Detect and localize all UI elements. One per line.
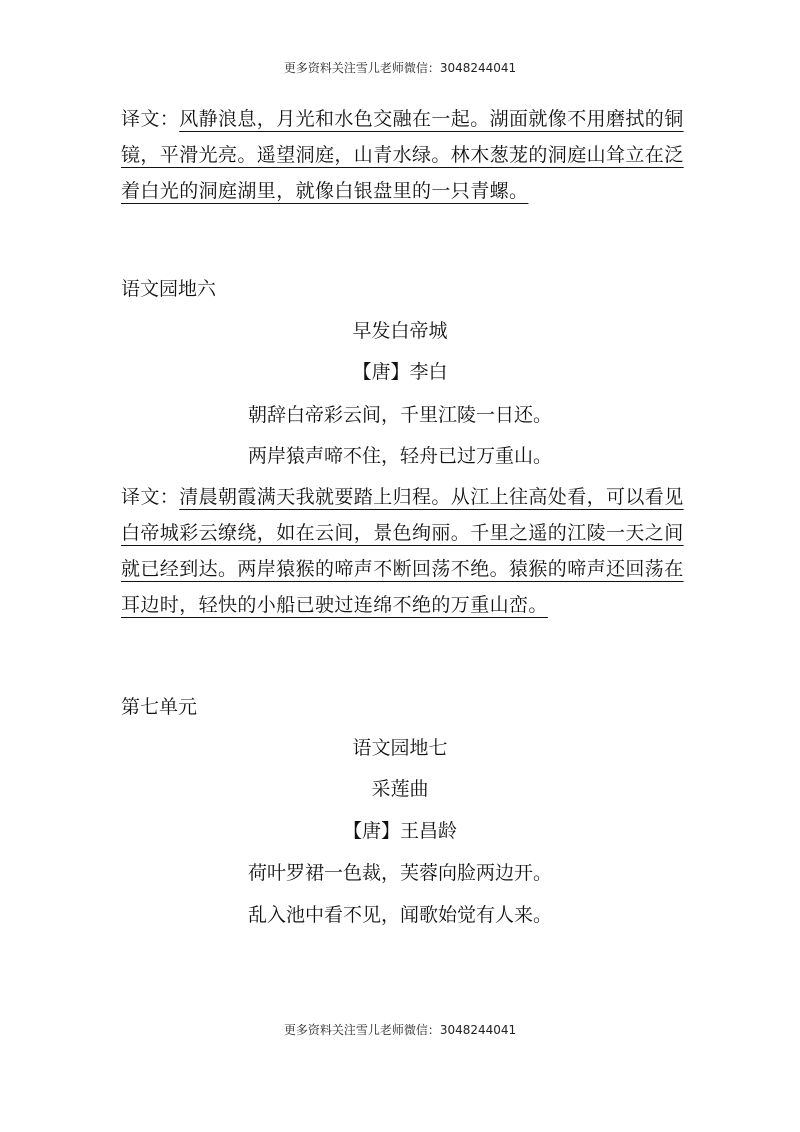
poem-line: 两岸猿声啼不住，轻舟已过万重山。 <box>247 445 552 467</box>
poem-author: 【唐】王昌龄 <box>342 820 457 842</box>
poem-title: 采莲曲 <box>371 778 429 800</box>
poem-line: 乱入池中看不见，闻歌始觉有人来。 <box>247 904 552 926</box>
translation-paragraph-2 <box>121 479 686 623</box>
page-header: 更多资料关注雪儿老师微信：3048244041 <box>283 61 517 75</box>
translation-label: 译文： <box>121 486 180 508</box>
translation-text: 清晨朝霞满天我就要踏上归程。从江上往高处看，可以看见白帝城彩云缭绕，如在云间，景色绚丽。千里之遥的江陵一天之间就已经到达。两岸猿猴的啼声不断回荡不绝。猿猴的啼声还回荡在耳边时，轻快的小船已驶过连绵不绝的万重山峦。 <box>121 486 684 616</box>
unit-heading: 第七单元 <box>121 696 198 718</box>
poem-title: 早发白帝城 <box>352 320 448 342</box>
section-subheading: 语文园地七 <box>352 737 448 759</box>
page-footer: 更多资料关注雪儿老师微信：3048244041 <box>283 1023 517 1037</box>
poem-line: 荷叶罗裙一色裁，芙蓉向脸两边开。 <box>247 862 552 884</box>
translation-text: 风静浪息，月光和水色交融在一起。湖面就像不用磨拭的铜镜，平滑光亮。遥望洞庭，山青水绿。林木葱茏的洞庭山耸立在泛着白光的洞庭湖里，就像白银盘里的一只青螺。 <box>121 108 684 202</box>
section-heading: 语文园地六 <box>121 278 217 300</box>
translation-label: 译文： <box>121 108 180 130</box>
poem-line: 朝辞白帝彩云间，千里江陵一日还。 <box>247 404 552 426</box>
translation-paragraph-1 <box>121 101 686 209</box>
poem-author: 【唐】李白 <box>352 361 448 383</box>
